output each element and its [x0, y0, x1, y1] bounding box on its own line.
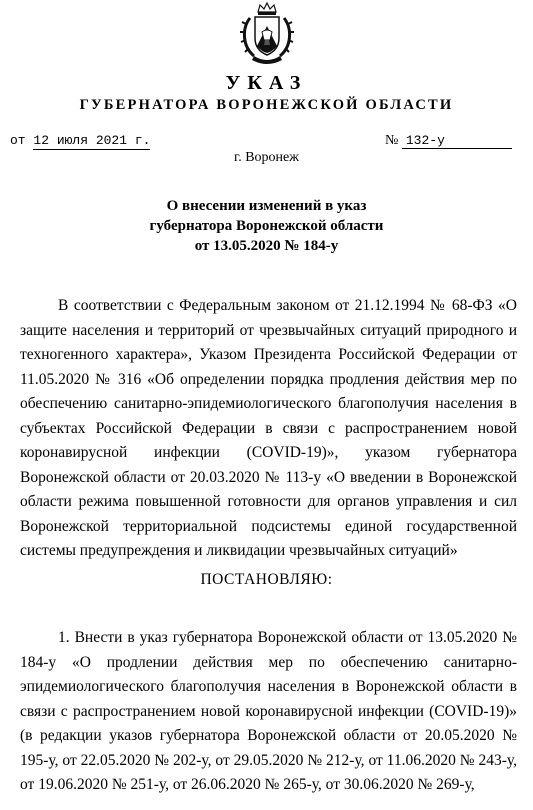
subject-line: от 13.05.2020 № 184-у [194, 238, 339, 254]
subject-line: губернатора Воронежской области [149, 218, 384, 234]
document-city: г. Воронеж [234, 150, 299, 165]
subject-line: О внесении изменений в указ [166, 198, 367, 214]
document-issuer: ГУБЕРНАТОРА ВОРОНЕЖСКОЙ ОБЛАСТИ [79, 97, 454, 113]
date-value: 12 июля 2021 г. [33, 133, 151, 148]
document-number [385, 133, 512, 149]
number-value: 132-у [402, 133, 512, 149]
date-prefix: от [10, 133, 26, 148]
document-date [10, 133, 150, 148]
coat-of-arms-icon [236, 2, 298, 66]
preamble-paragraph: В соответствии с Федеральным законом от 21.12.1994 № 68-ФЗ «О защите населения и территорий от чрезвычайных ситуаций природного и техногенного характера», Указом Президента Российской Федерации от 11.05.2020 № 316 «Об определении порядка продления действия мер по обеспечению санитарно-эпидемиологического благополучия населения в субъектах Российской Федерации в связи с распространением новой коронавирусной инфекции (COVID-19)», указом губернатора Воронежской области от 20.03.2020 № 113-у «О введении в Воронежской области режима повышенной готовности для органов управления и сил Воронежской территориальной подсистемы единой государственной системы предупреждения и ликвидации чрезвычайных ситуаций» [20, 297, 517, 559]
document-title: УКАЗ [225, 72, 308, 94]
decree-word: ПОСТАНОВЛЯЮ: [200, 571, 333, 588]
document-subject [100, 196, 433, 256]
item-1-paragraph: 1. Внести в указ губернатора Воронежской области от 13.05.2020 № 184-у «О продлении действия мер по обеспечению санитарно-эпидемиологического благополучия населения в Воронежской области в связи с распространением новой коронавирусной инфекции (COVID-19)» (в редакции указов губернатора Воронежской области от 20.05.2020 № 195-у, от 22.05.2020 № 202-у, от 29.05.2020 № 212-у, от 11.06.2020 № 243-у, от 19.06.2020 № 251-у, от 26.06.2020 № 265-у, от 30.06.2020 № 269-у, [20, 629, 517, 793]
number-prefix: № [385, 133, 399, 148]
